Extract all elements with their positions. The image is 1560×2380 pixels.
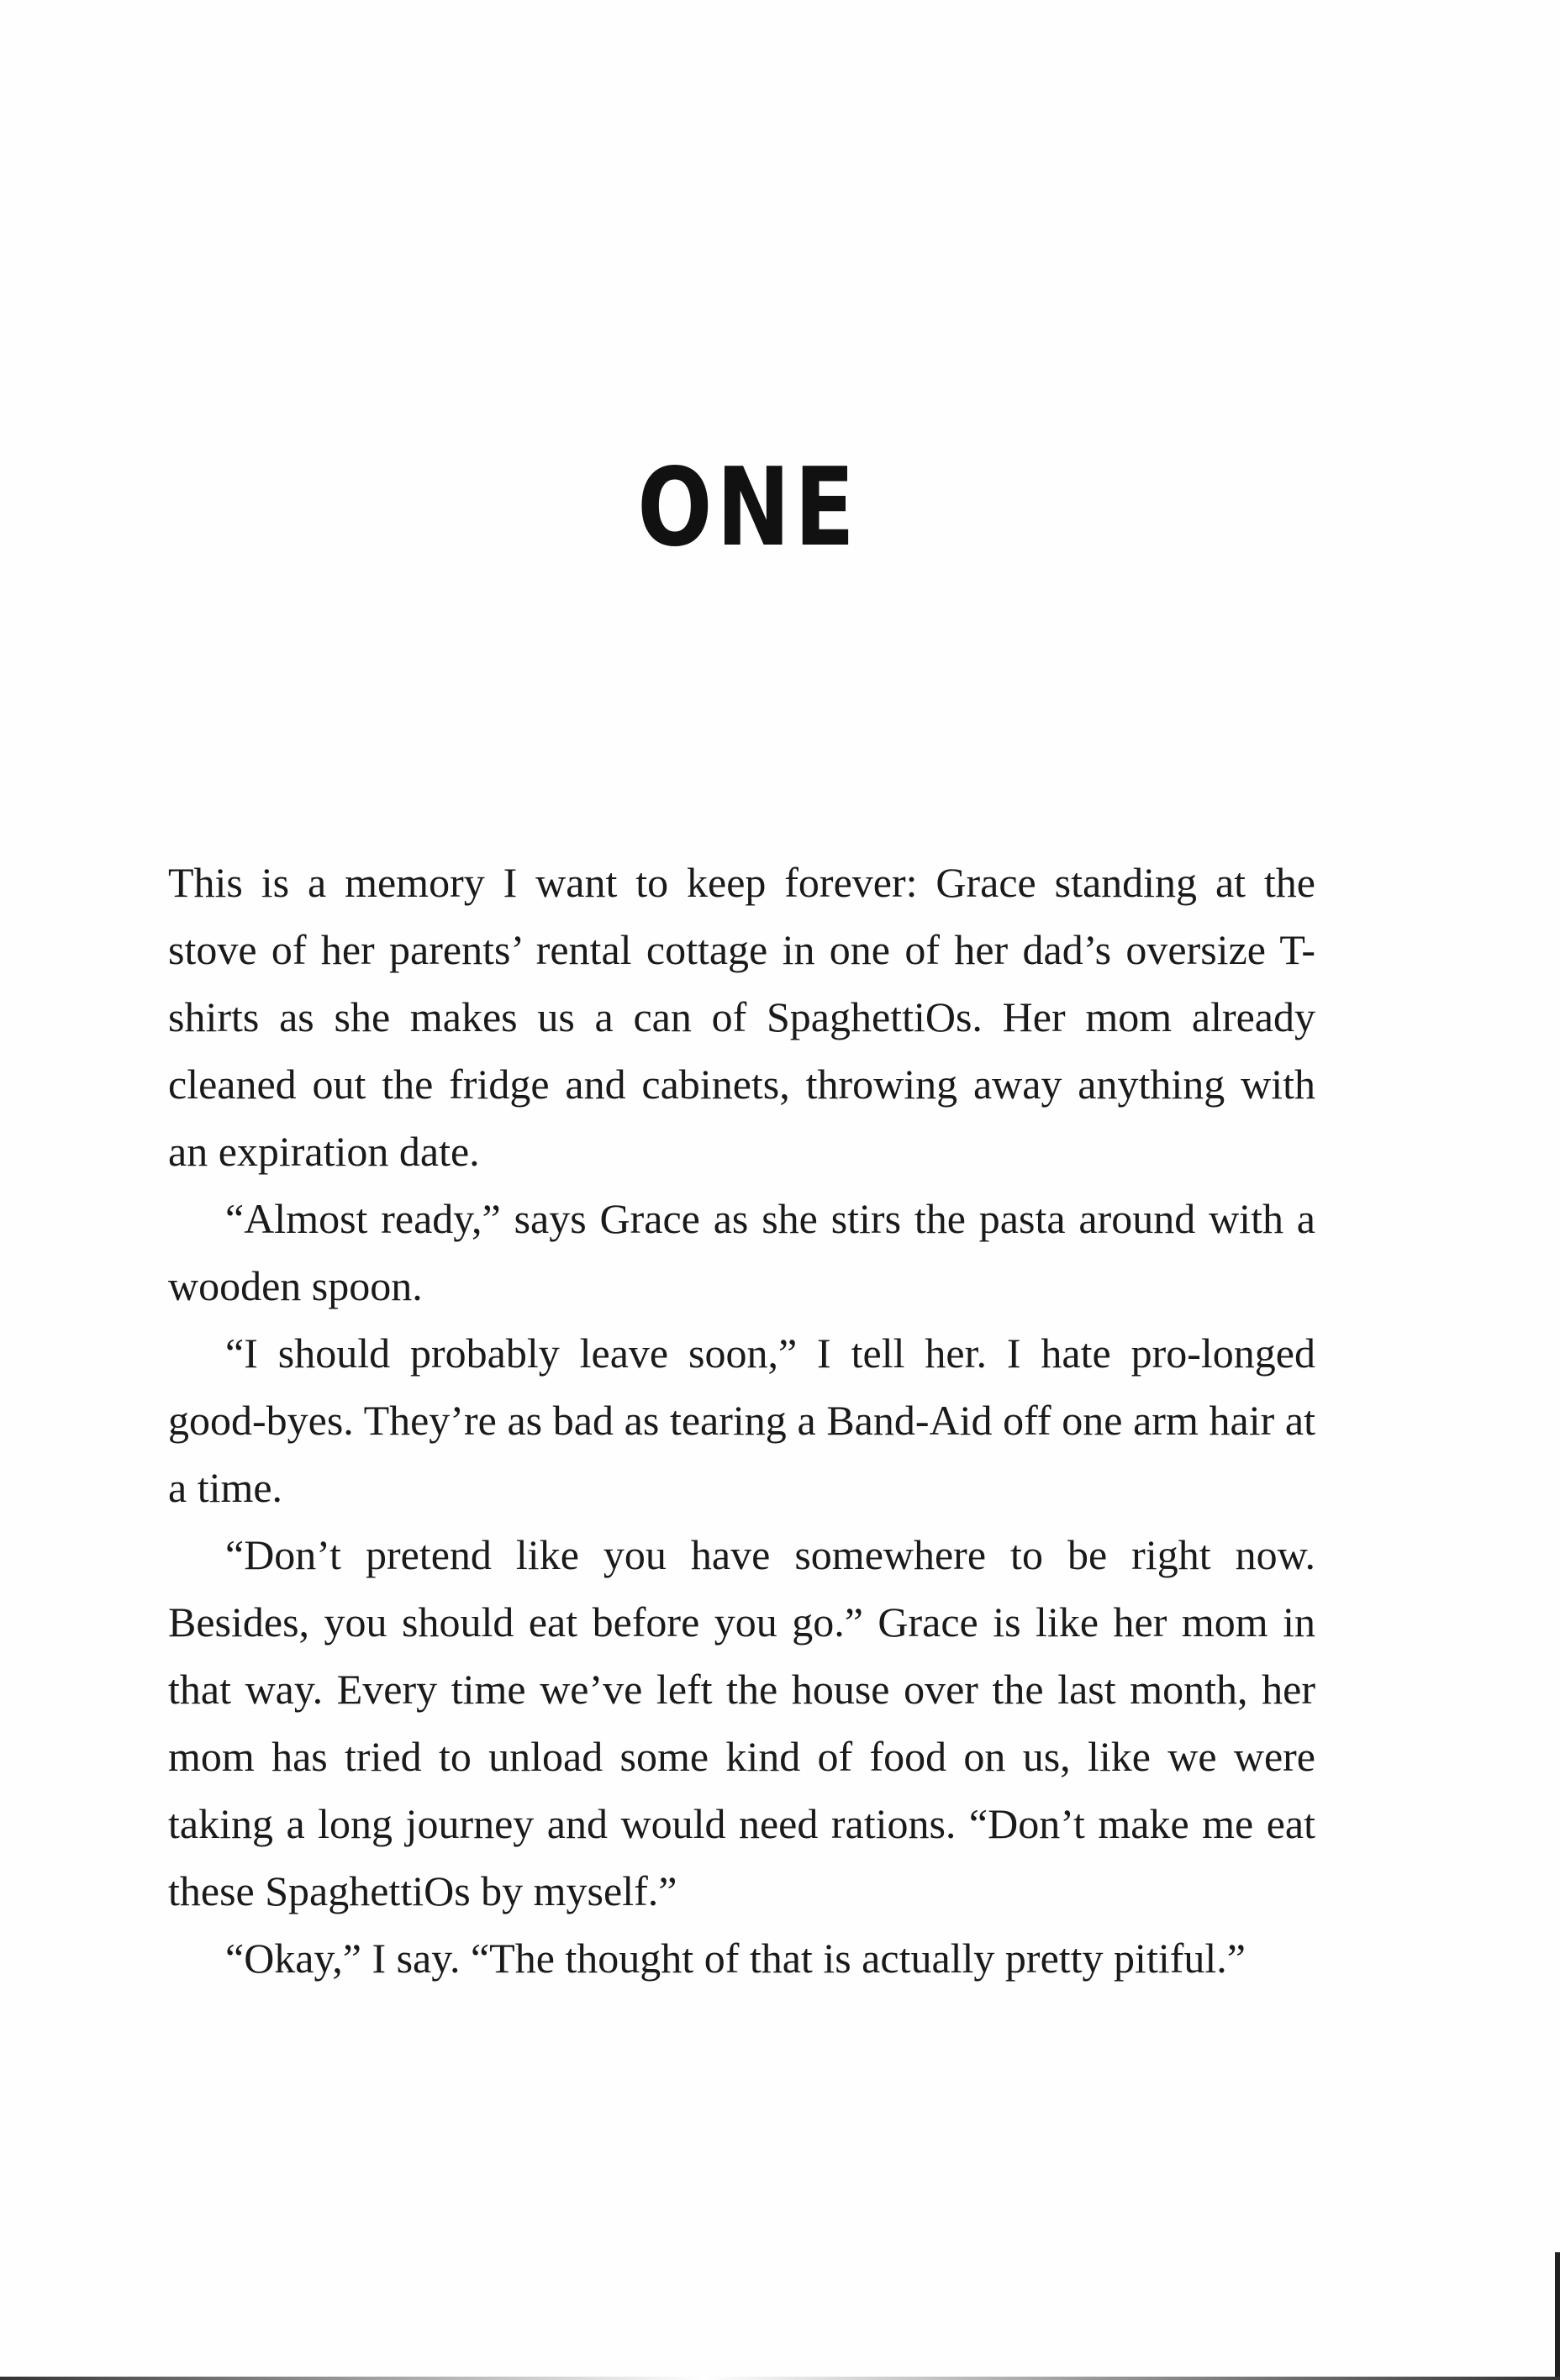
paragraph: “I should probably leave soon,” I tell her. I hate pro-longed good-byes. They’re as bad as tearing a Band-Aid off one arm hair at a time.	[168, 1330, 1315, 1511]
chapter-title: ONE	[637, 445, 859, 571]
chapter-body	[168, 849, 1315, 1992]
paragraph: “Almost ready,” says Grace as she stirs the pasta around with a wooden spoon.	[168, 1195, 1315, 1309]
scan-edge-right	[1555, 2252, 1560, 2380]
paragraph: This is a memory I want to keep forever: Grace standing at the stove of her parents’ rental cottage in one of her dad’s oversize T-shirts as she makes us a can of SpaghettiOs. Her mom already cleaned out the fridge and cabinets, throwing away anything with an expiration date.	[168, 859, 1315, 1175]
paragraph: “Okay,” I say. “The thought of that is actually pretty pitiful.”	[225, 1935, 1246, 1982]
paragraph: “Don’t pretend like you have somewhere to be right now. Besides, you should eat before you go.” Grace is like her mom in that way. Every time we’ve left the house over the last month, her mom has tried to unload some kind of food on us, like we were taking a long journey and would need rations. “Don’t make me eat these SpaghettiOs by myself.”	[168, 1531, 1315, 1914]
scan-edge-bottom	[0, 2377, 1560, 2380]
